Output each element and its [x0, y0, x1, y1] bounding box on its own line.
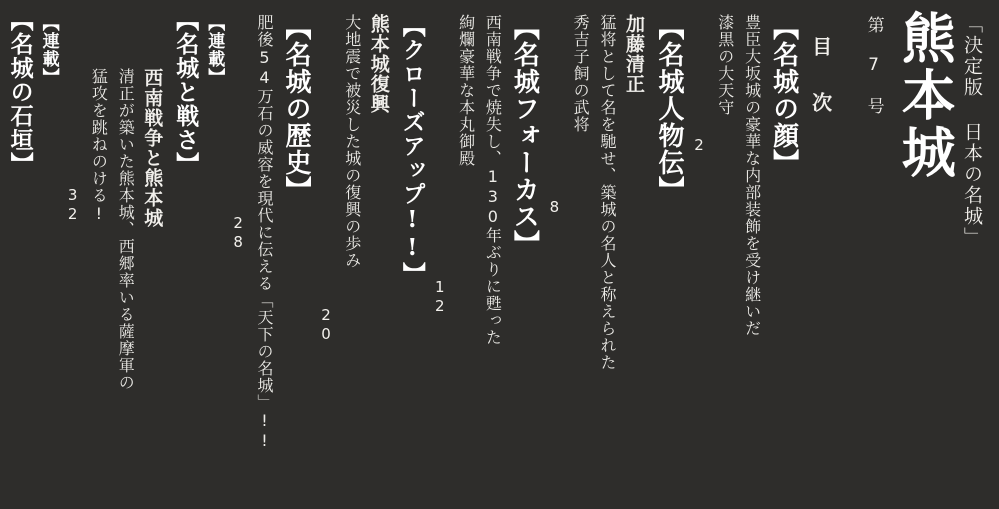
toc-entry-heading: 【名城人物伝】 — [653, 14, 684, 203]
toc-entry-serial-tag: 【連載】 — [204, 14, 225, 86]
toc-entry-desc-line: 豊臣大坂城の豪華な内部装飾を受け継いだ — [742, 14, 762, 337]
toc-entry-desc-line: 清正が築いた熊本城、西郷率いる薩摩軍の — [116, 68, 136, 391]
toc-entry[interactable] — [229, 8, 315, 501]
toc-entry-heading: 【名城フォーカス】 — [509, 14, 540, 257]
toc-entry-desc-line: 猛攻を跳ねのける! — [89, 68, 109, 224]
toc-entry[interactable] — [64, 8, 228, 501]
toc-heading: 目 次 — [808, 36, 833, 118]
toc-entry-desc-line: 大地震で被災した城の復興の歩み — [342, 14, 362, 269]
toc-entry-page: 12 — [430, 278, 449, 316]
toc-entry-page: 2 — [689, 136, 708, 155]
toc-entry-heading: 【名城と戦さ】 — [172, 8, 200, 176]
toc-entry-page: 28 — [229, 214, 248, 252]
toc-entry-page: 32 — [63, 186, 82, 224]
toc-entry[interactable] — [545, 8, 688, 501]
toc-entry-heading: 【名城の歴史】 — [280, 14, 311, 203]
toc-entry-subtitle: 熊本城復興 — [367, 14, 390, 114]
toc-entry-desc-line: 西南戦争で焼失し、130年ぶりに甦った — [483, 14, 503, 346]
toc-entry-heading: 【名城の顔】 — [768, 14, 799, 176]
toc-entry-desc-line: 猛将として名を馳せ、築城の名人と称えられた — [597, 14, 617, 371]
toc-entry[interactable] — [431, 8, 544, 501]
masthead — [807, 8, 985, 501]
page-title: 熊本城 — [893, 10, 958, 181]
toc-entry-desc-line: 漆黒の大天守 — [715, 14, 735, 116]
toc-entry[interactable] — [317, 8, 429, 501]
toc-entry-desc-line: 絢爛豪華な本丸御殿 — [456, 14, 476, 167]
toc-entry-subtitle: 加藤清正 — [622, 14, 645, 94]
toc-entry[interactable] — [690, 8, 803, 501]
toc-entry-subtitle: 西南戦争と熊本城 — [141, 68, 164, 228]
issue-number: 第 7 号 — [863, 16, 884, 115]
toc-entry-serial-tag: 【連載】 — [38, 14, 59, 86]
toc-entry-page: 8 — [545, 198, 564, 217]
toc-entry-heading: 【名城の石垣】 — [6, 8, 34, 176]
toc-entry-desc-line: 秀吉子飼の武将 — [571, 14, 591, 133]
toc-entry-heading: 【クローズアップ!!】 — [398, 14, 426, 286]
toc-entry-desc-line: 肥後54万石の威容を現代に伝える「天下の名城」!! — [254, 14, 274, 451]
toc-entry-subtitle — [0, 68, 1, 188]
series-label: 「決定版 日本の名城」 — [961, 14, 983, 248]
toc-entry[interactable] — [0, 8, 62, 501]
toc-entry-page: 20 — [316, 306, 335, 344]
